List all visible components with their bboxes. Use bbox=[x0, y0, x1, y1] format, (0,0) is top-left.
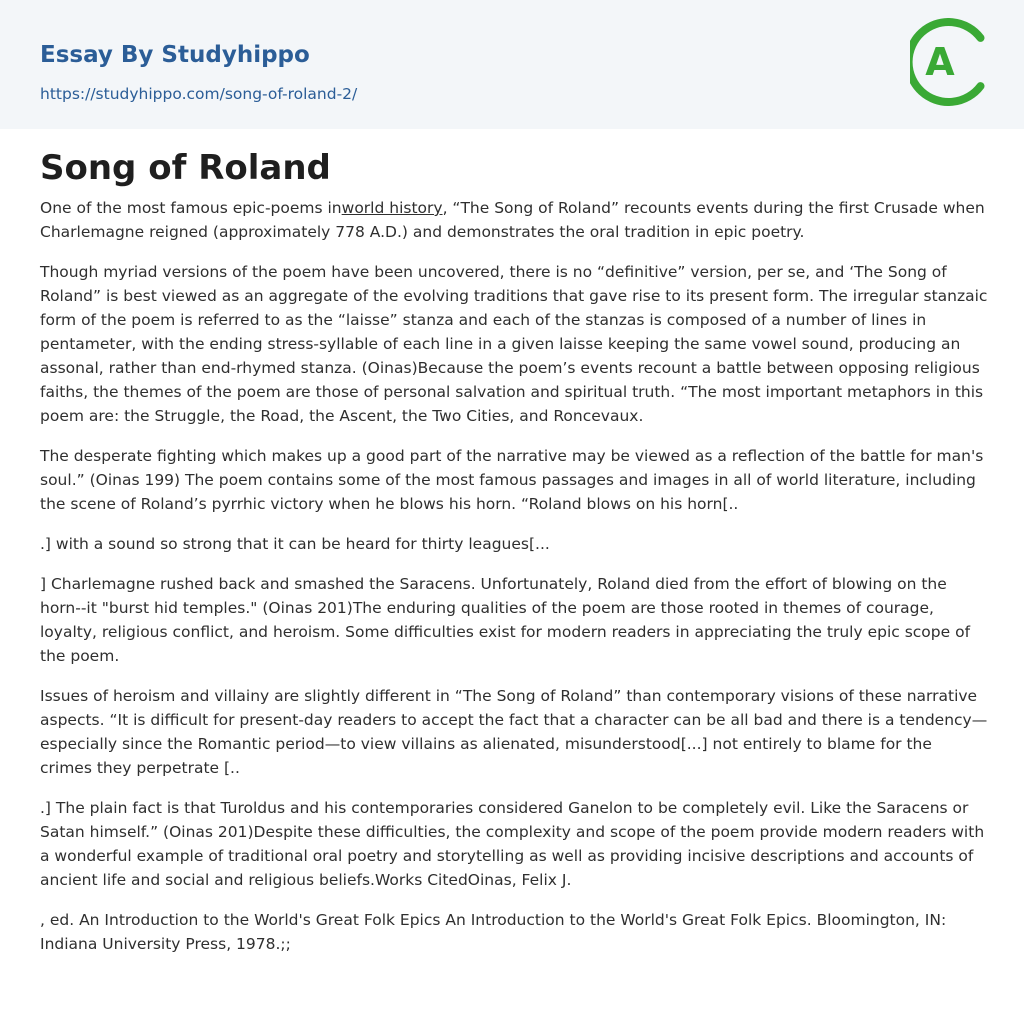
paragraph-2: Though myriad versions of the poem have been uncovered, there is no “definitive” version, per se, and ‘The Song of Roland” is best viewed as an aggregate of the evolving traditions that gave rise to its present form. The irregular stanzaic form of the poem is referred to as the “laisse” stanza and each of the stanzas is composed of a number of lines in pentameter, with the ending stress-syllable of each line in a given laisse keeping the same vowel sound, producing an assonal, rather than end-rhymed stanza. (Oinas)Because the poem’s events recount a battle between opposing religious faiths, the themes of the poem are those of personal salvation and spiritual truth. “The most important metaphors in this poem are: the Struggle, the Road, the Ascent, the Two Cities, and Roncevaux. bbox=[40, 263, 988, 425]
site-header bbox=[0, 0, 1024, 129]
paragraph-text: One of the most famous epic-poems in bbox=[40, 199, 342, 217]
paragraph-3: The desperate fighting which makes up a good part of the narrative may be viewed as a reflection of the battle for man's soul.” (Oinas 199) The poem contains some of the most famous passages and images in all of world literature, including the scene of Roland’s pyrrhic victory when he blows his horn. “Roland blows on his horn[.. bbox=[40, 447, 984, 513]
paragraph-1 bbox=[40, 196, 988, 244]
paragraph-7: .] The plain fact is that Turoldus and his contemporaries considered Ganelon to be completely evil. Like the Saracens or Satan himself.” (Oinas 201)Despite these difficulties, the complexity and scope of the poem provide modern readers with a wonderful example of traditional oral poetry and storytelling as well as providing incisive descriptions and accounts of ancient life and social and religious beliefs.Works CitedOinas, Felix J. bbox=[40, 799, 985, 889]
page-title: Song of Roland bbox=[40, 148, 331, 188]
logo-letter: A bbox=[925, 40, 955, 84]
paragraph-6: Issues of heroism and villainy are slightly different in “The Song of Roland” than contemporary visions of these narrative aspects. “It is difficult for present-day readers to accept the fact that a character can be all bad and there is a tendency—especially since the Romantic period—to view villains as alienated, misunderstood[...] not entirely to blame for the crimes they perpetrate [.. bbox=[40, 687, 988, 777]
paragraph-8: , ed. An Introduction to the World's Great Folk Epics An Introduction to the World's Great Folk Epics. Bloomington, IN: Indiana University Press, 1978.;; bbox=[40, 911, 947, 953]
brand-title[interactable]: Essay By Studyhippo bbox=[40, 42, 310, 68]
studyhippo-logo-icon[interactable] bbox=[910, 18, 990, 106]
page-url-link[interactable]: https://studyhippo.com/song-of-roland-2/ bbox=[40, 85, 358, 103]
paragraph-text: , “The Song of Roland” recounts events during the first Crusade when Charlemagne reigned (approximately 778 A.D.) and demonstrates the oral tradition in epic poetry. bbox=[40, 199, 985, 241]
world-history-link[interactable]: world history bbox=[341, 199, 443, 217]
paragraph-5: ] Charlemagne rushed back and smashed the Saracens. Unfortunately, Roland died from the effort of blowing on the horn--it "burst hid temples." (Oinas 201)The enduring qualities of the poem are those rooted in themes of courage, loyalty, religious conflict, and heroism. Some difficulties exist for modern readers in appreciating the truly epic scope of the poem. bbox=[40, 575, 971, 665]
article bbox=[40, 146, 988, 972]
paragraph-4: .] with a sound so strong that it can be heard for thirty leagues[... bbox=[40, 535, 550, 553]
